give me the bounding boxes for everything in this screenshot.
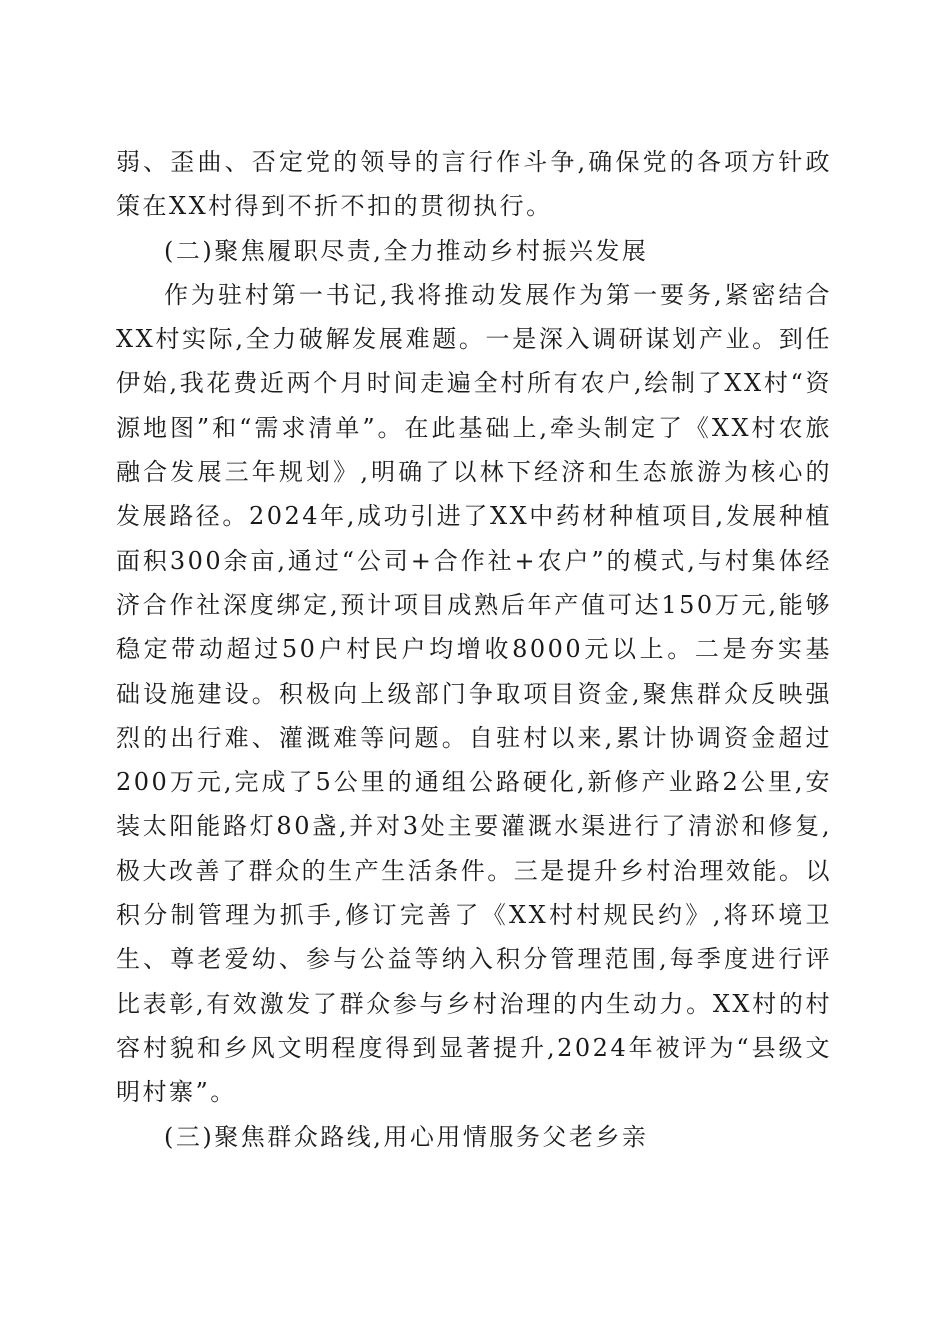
section-heading-2: (二)聚焦履职尽责,全力推动乡村振兴发展: [164, 236, 649, 265]
body-paragraph-2: 作为驻村第一书记,我将推动发展作为第一要务,紧密结合XX村实际,全力破解发展难题。一是深入调研谋划产业。到任伊始,我花费近两个月时间走遍全村所有农户,绘制了XX村“资源地图”和“需求清单”。在此基础上,牵头制定了《XX村农旅融合发展三年规划》,明确了以林下经济和生态旅游为核心的发展路径。2024年,成功引进了XX中药材种植项目,发展种植面积300余亩,通过“公司+合作社+农户”的模式,与村集体经济合作社深度绑定,预计项目成熟后年产值可达150万元,能够稳定带动超过50户村民户均增收8000元以上。二是夯实基础设施建设。积极向上级部门争取项目资金,聚焦群众反映强烈的出行难、灌溉难等问题。自驻村以来,累计协调资金超过200万元,完成了5公里的通组公路硬化,新修产业路2公里,安装太阳能路灯80盏,并对3处主要灌溉水渠进行了清淤和修复,极大改善了群众的生产生活条件。三是提升乡村治理效能。以积分制管理为抓手,修订完善了《XX村村规民约》,将环境卫生、尊老爱幼、参与公益等纳入积分管理范围,每季度进行评比表彰,有效激发了群众参与乡村治理的内生动力。XX村的村容村貌和乡风文明程度得到显著提升,2024年被评为“县级文明村寨”。: [116, 280, 832, 1107]
section-heading-3: (三)聚焦群众路线,用心用情服务父老乡亲: [164, 1122, 649, 1151]
document-body: [116, 140, 832, 1159]
continued-paragraph: 弱、歪曲、否定党的领导的言行作斗争,确保党的各项方针政策在XX村得到不折不扣的贯彻执行。: [116, 148, 832, 221]
